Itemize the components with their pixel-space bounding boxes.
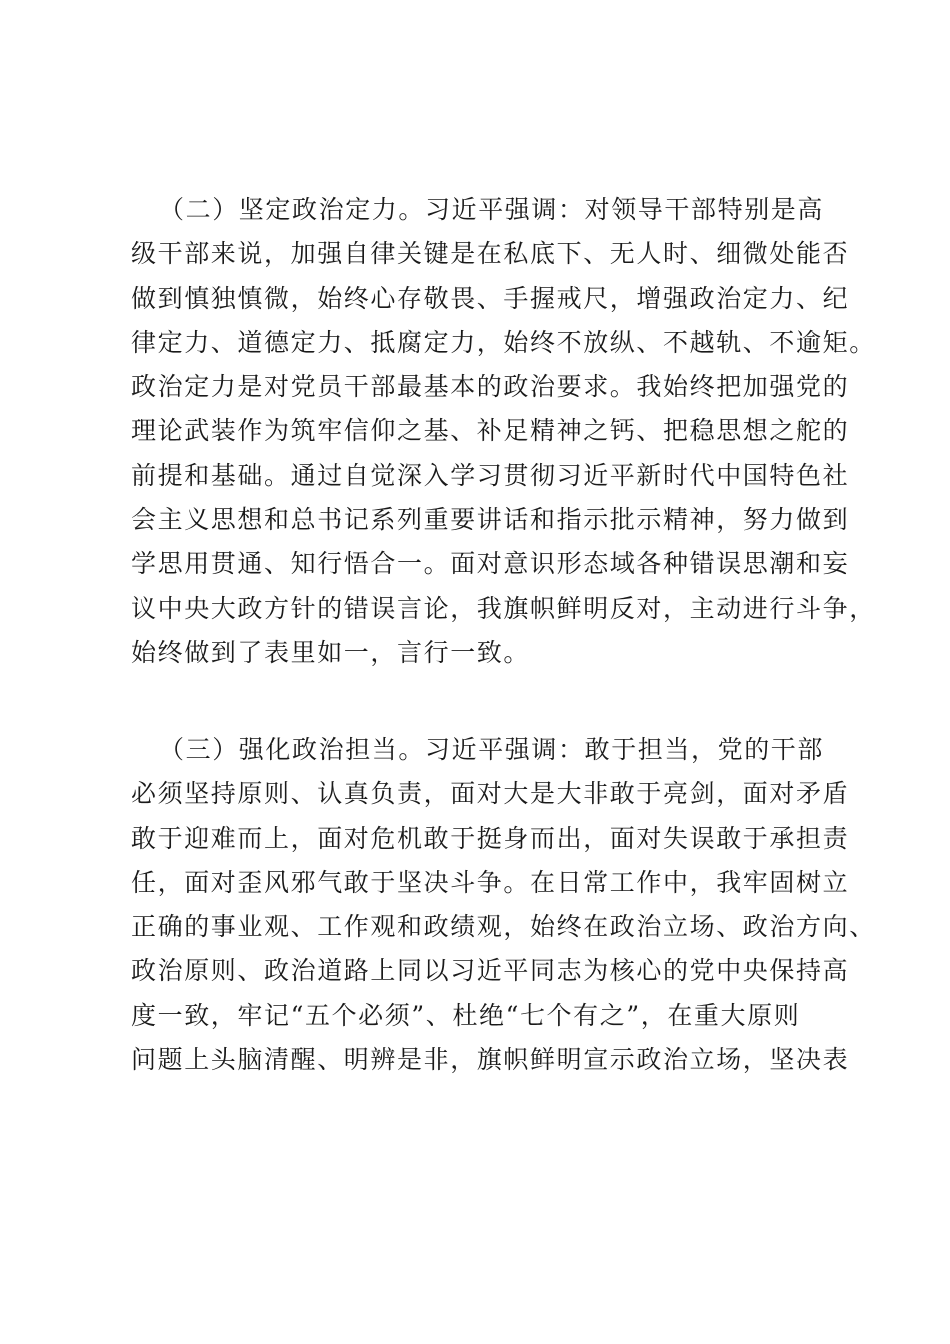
paragraph-political-responsibility [131, 728, 876, 1082]
text-line: 正确的事业观、工作观和政绩观，始终在政治立场、政治方向、 [131, 912, 876, 942]
text-line: 政治定力是对党员干部最基本的政治要求。我始终把加强党的 [131, 372, 850, 402]
paragraph-political-steadfastness [131, 188, 876, 675]
text-line: 律定力、道德定力、抵腐定力，始终不放纵、不越轨、不逾矩。 [131, 327, 876, 357]
text-line: 度一致，牢记“五个必须”、杜绝“七个有之”，在重大原则 [131, 1000, 801, 1030]
text-line: 会主义思想和总书记系列重要讲话和指示批示精神，努力做到 [131, 505, 850, 535]
text-line: 级干部来说，加强自律关键是在私底下、无人时、细微处能否 [131, 239, 850, 269]
text-line: 做到慎独慎微，始终心存敬畏、手握戒尺，增强政治定力、纪 [131, 283, 850, 313]
text-line: （三）强化政治担当。习近平强调：敢于担当，党的干部 [159, 735, 825, 764]
text-line: 始终做到了表里如一，言行一致。 [131, 637, 531, 667]
text-line: 理论武装作为筑牢信仰之基、补足精神之钙、把稳思想之舵的 [131, 416, 850, 446]
text-line: 敢于迎难而上，面对危机敢于挺身而出，面对失误敢于承担责 [131, 823, 850, 853]
text-line: 议中央大政方针的错误言论，我旗帜鲜明反对，主动进行斗争， [131, 593, 876, 623]
text-line: 政治原则、政治道路上同以习近平同志为核心的党中央保持高 [131, 956, 850, 986]
text-line: （二）坚定政治定力。习近平强调：对领导干部特别是高 [159, 195, 825, 224]
text-line: 问题上头脑清醒、明辨是非，旗帜鲜明宣示政治立场，坚决表 [131, 1045, 850, 1075]
text-line: 任，面对歪风邪气敢于坚决斗争。在日常工作中，我牢固树立 [131, 867, 850, 897]
text-line: 必须坚持原则、认真负责，面对大是大非敢于亮剑，面对矛盾 [131, 779, 850, 809]
text-line: 前提和基础。通过自觉深入学习贯彻习近平新时代中国特色社 [131, 460, 850, 490]
text-line: 学思用贯通、知行悟合一。面对意识形态域各种错误思潮和妄 [131, 549, 850, 579]
